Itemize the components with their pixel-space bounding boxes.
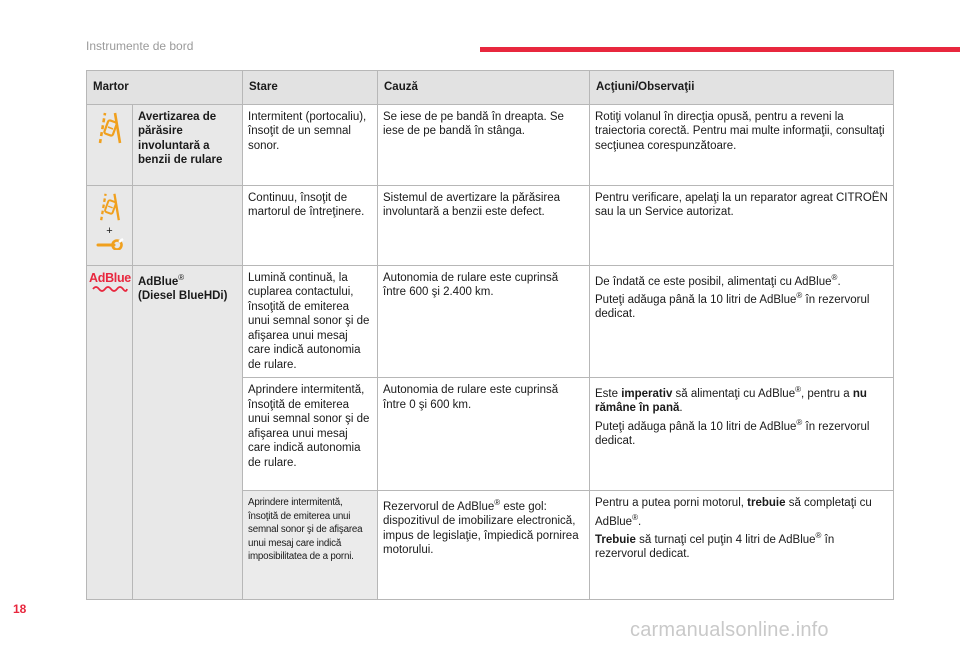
registered-mark: ® [796, 417, 803, 427]
cause-cell: Autonomia de rulare este cuprinsă între 600 şi 2.400 km. [378, 265, 590, 378]
table-row [87, 185, 894, 265]
header-accent-bar [480, 47, 960, 52]
action-text: Pentru a putea porni motorul, [595, 497, 748, 509]
action-text: . [837, 275, 841, 288]
action-text: să completaţi cu AdBlue [595, 497, 872, 528]
action-text: Este [595, 387, 622, 400]
action-text: De îndată ce este posibil, alimentaţi cu AdBlue [595, 275, 832, 288]
action-cell: Pentru verificare, apelaţi la un reparator agreat CITROËN sau la un Service autorizat. [590, 185, 894, 265]
cause-cell: Se iese de pe bandă în dreapta. Se iese de pe bandă în stânga. [378, 104, 590, 185]
action-text: să alimentaţi cu AdBlue [672, 387, 796, 400]
registered-mark: ® [815, 530, 822, 540]
action-text: să turnaţi cel puţin 4 litri de AdBlue [635, 533, 816, 546]
action-text: în rezervorul dedicat. [595, 293, 870, 321]
registered-mark: ® [795, 385, 802, 394]
state-cell: Intermitent (portocaliu), însoţit de un semnal sonor. [243, 104, 378, 185]
action-text: Puteţi adăuga până la 10 litri de AdBlue [595, 293, 797, 306]
cause-text: Rezervorul de AdBlue [383, 500, 495, 513]
column-header-actiuni: Acţiuni/Observaţii [590, 71, 894, 105]
icon-cell [87, 265, 133, 600]
state-cell: Continuu, însoţit de martorul de întreţinere. [243, 185, 378, 265]
action-cell [590, 265, 894, 378]
lane-departure-warning-icon [95, 111, 125, 145]
registered-mark: ® [796, 290, 803, 300]
action-emphasis: Trebuie [595, 533, 636, 546]
cause-text: este gol: dispozitivul de imobilizare electronică, impus de legislaţie, împiedică pornirea motorului. [383, 500, 579, 557]
wrench-icon [96, 236, 124, 250]
action-text: Puteţi adăuga până la 10 litri de AdBlue [595, 420, 797, 433]
action-text: . [679, 402, 683, 415]
table-row [87, 265, 894, 378]
cause-cell [378, 491, 590, 600]
column-header-cauza: Cauză [378, 71, 590, 105]
icon-cell [87, 185, 133, 265]
cause-cell: Sistemul de avertizare la părăsirea involuntară a benzii este defect. [378, 185, 590, 265]
warning-lights-table [86, 70, 894, 600]
action-cell [590, 491, 894, 600]
icon-cell [87, 104, 133, 185]
warning-name [133, 265, 243, 600]
cause-cell: Autonomia de rulare este cuprinsă între 0 şi 600 km. [378, 378, 590, 491]
state-cell: Aprindere intermitentă, însoţită de emiterea unui semnal sonor şi de afişarea unui mesaj care indică imposibilitatea de a porni. [243, 491, 378, 600]
adblue-name: AdBlue [138, 275, 179, 288]
action-emphasis: imperativ [621, 387, 673, 400]
column-header-martor: Martor [87, 71, 243, 105]
action-text: , pentru a [801, 387, 853, 400]
action-text: în rezervorul dedicat. [595, 420, 870, 448]
state-cell: Aprindere intermitentă, însoţită de emiterea unui semnal sonor şi de afişarea unui mesaj care indică autonomia de rulare. [243, 378, 378, 491]
registered-mark: ® [494, 498, 501, 507]
registered-mark: ® [178, 272, 185, 282]
action-cell [590, 378, 894, 491]
action-cell: Rotiţi volanul în direcţia opusă, pentru a reveni la traiectoria corectă. Pentru mai multe informaţii, consultaţi secţiunea corespunzătoare. [590, 104, 894, 185]
registered-mark: ® [632, 512, 638, 522]
warning-name [133, 185, 243, 265]
adblue-wave-icon [92, 285, 128, 293]
warning-name: Avertizarea de părăsire involuntară a benzii de rulare [133, 104, 243, 185]
action-text: . [638, 515, 642, 528]
action-text: în rezervorul dedicat. [595, 533, 835, 561]
table-row [87, 104, 894, 185]
action-emphasis: nu rămâne în pană [595, 387, 867, 415]
lane-departure-warning-icon [95, 192, 125, 222]
table-header-row [87, 71, 894, 105]
registered-mark: ® [831, 272, 838, 282]
adblue-subtitle: (Diesel BlueHDi) [138, 289, 228, 302]
state-cell: Lumină continuă, la cuplarea contactului, însoţită de emiterea unui semnal sonor şi de afişarea unui mesaj care indică autonomia de rulare. [243, 265, 378, 378]
plus-sign: + [106, 225, 113, 237]
page-number: 18 [13, 602, 27, 616]
action-emphasis: trebuie [747, 497, 786, 509]
watermark: carmanualsonline.info [630, 619, 829, 641]
column-header-stare: Stare [243, 71, 378, 105]
page-header-title: Instrumente de bord [86, 39, 194, 53]
adblue-icon: AdBlue [89, 270, 131, 285]
